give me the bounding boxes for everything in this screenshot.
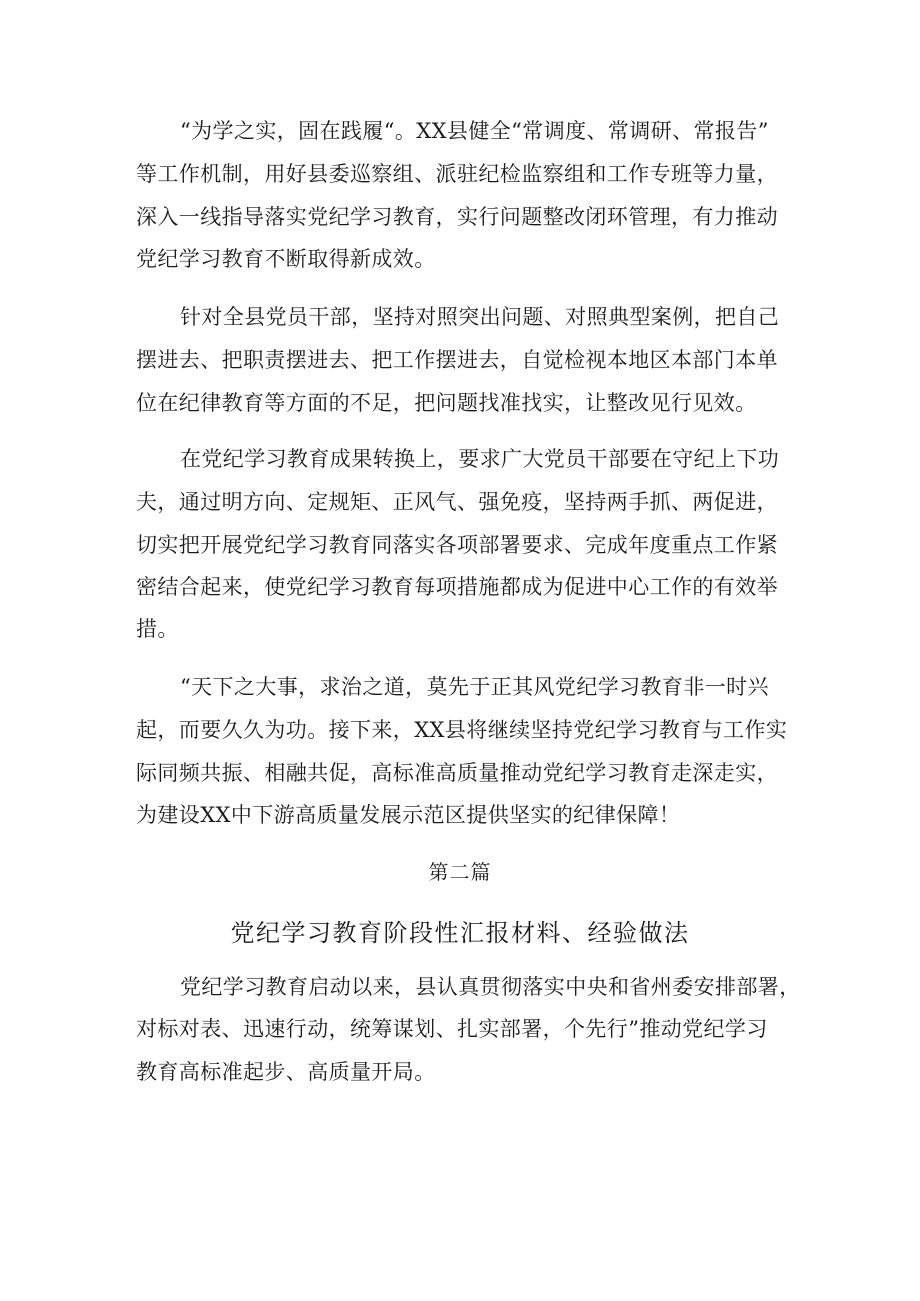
- paragraph-3-line-1: 在党纪学习教育成果转换上，要求广大党员干部要在守纪上下功: [180, 447, 780, 471]
- paragraph-1-line-3: 深入一线指导落实党纪学习教育，实行问题整改闭环管理，有力推动: [136, 205, 778, 229]
- paragraph-4-line-1: “天下之大事，求治之道，莫先于正其风党纪学习教育非一时兴: [180, 675, 769, 699]
- paragraph-3-line-4: 密结合起来，使党纪学习教育每项措施都成为促进中心工作的有效举: [136, 575, 778, 599]
- paragraph-4-line-2: 起，而要久久为功。接下来，XX县将继续坚持党纪学习教育与工作实: [136, 718, 788, 742]
- paragraph-4-line-3: 际同频共振、相融共促，高标准高质量推动党纪学习教育走深走实，: [136, 761, 778, 785]
- section-title: 党纪学习教育阶段性汇报材料、经验做法: [230, 919, 690, 947]
- paragraph-2-line-3: 位在纪律教育等方面的不足，把问题找准找实，让整改见行见效。: [136, 391, 757, 415]
- paragraph-1-line-1: “为学之实，固在践履“。XX县健全“常调度、常调研、常报告”: [180, 119, 769, 143]
- section-label: 第二篇: [428, 860, 492, 884]
- section-paragraph-line-2: 对标对表、迅速行动，统筹谋划、扎实部署，个先行”推动党纪学习: [136, 1017, 768, 1041]
- paragraph-2-line-2: 摆进去、把职责摆进去、把工作摆进去，自觉检视本地区本部门本单: [136, 348, 778, 372]
- paragraph-1-line-4: 党纪学习教育不断取得新成效。: [136, 247, 436, 271]
- paragraph-4-line-4: 为建设XX中下游高质量发展示范区提供坚实的纪律保障！: [136, 803, 681, 827]
- section-paragraph-line-3: 教育高标准起步、高质量开局。: [136, 1060, 436, 1084]
- paragraph-3-line-5: 措。: [136, 617, 179, 641]
- paragraph-1-line-2: 等工作机制，用好县委巡察组、派驻纪检监察组和工作专班等力量，: [136, 162, 778, 186]
- section-paragraph-line-1: 党纪学习教育启动以来，县认真贯彻落实中央和省州委安排部署，: [180, 975, 801, 999]
- paragraph-3-line-2: 夫，通过明方向、定规矩、正风气、强免疫，坚持两手抓、两促进，: [136, 490, 778, 514]
- paragraph-2-line-1: 针对全县党员干部，坚持对照突出问题、对照典型案例，把自己: [180, 305, 780, 329]
- paragraph-3-line-3: 切实把开展党纪学习教育同落实各项部署要求、完成年度重点工作紧: [136, 533, 778, 557]
